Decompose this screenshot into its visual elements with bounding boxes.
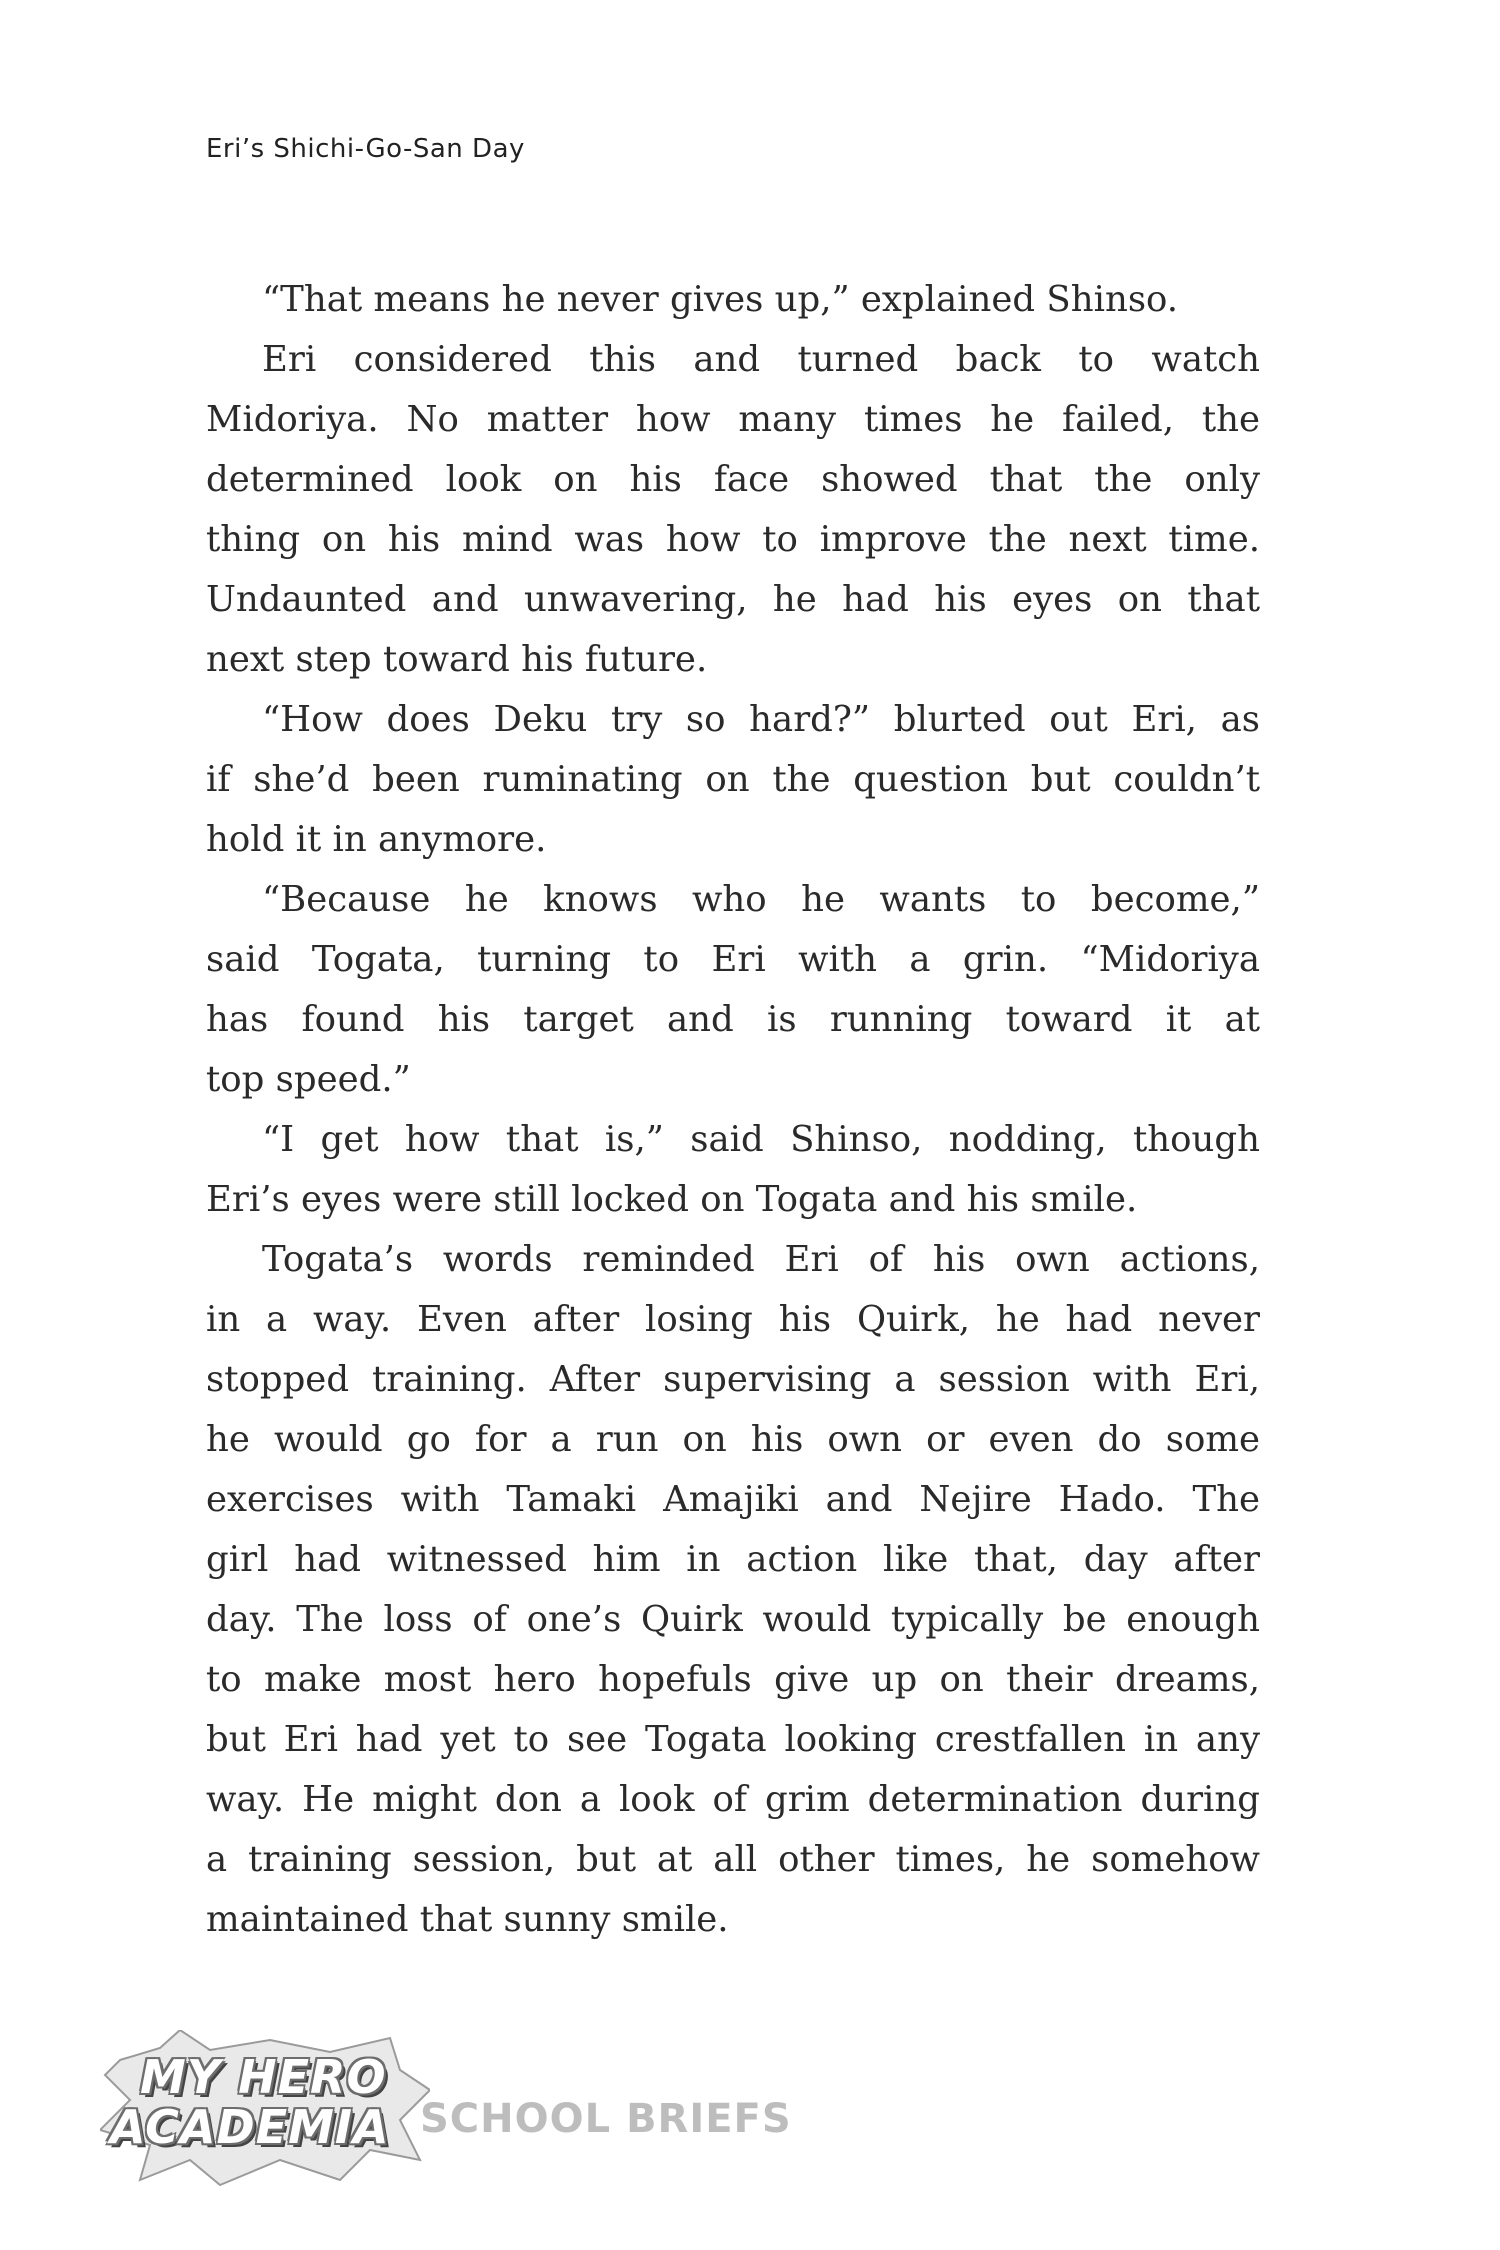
text-line: girl had witnessed him in action like that, day after: [206, 1539, 1260, 1580]
text-line: “How does Deku try so hard?” blurted out Eri, as: [262, 699, 1260, 740]
text-line: way. He might don a look of grim determination during: [206, 1779, 1260, 1820]
body-text: [206, 270, 1260, 1950]
text-line: Togata’s words reminded Eri of his own actions,: [262, 1239, 1260, 1280]
logo-line-1: MY HERO: [140, 2050, 387, 2104]
series-footer: [100, 2030, 800, 2190]
text-line: but Eri had yet to see Togata looking crestfallen in any: [206, 1719, 1260, 1760]
text-line: Eri’s eyes were still locked on Togata and his smile.: [206, 1179, 1138, 1220]
text-line: has found his target and is running toward it at: [206, 999, 1260, 1040]
text-line: in a way. Even after losing his Quirk, he had never: [206, 1299, 1260, 1340]
text-line: next step toward his future.: [206, 639, 708, 680]
text-line: he would go for a run on his own or even do some: [206, 1419, 1260, 1460]
text-line: if she’d been ruminating on the question but couldn’t: [206, 759, 1260, 800]
text-line: top speed.”: [206, 1059, 411, 1100]
text-line: hold it in anymore.: [206, 819, 547, 860]
text-line: Midoriya. No matter how many times he failed, the: [206, 399, 1260, 440]
text-line: “I get how that is,” said Shinso, nodding, though: [262, 1119, 1260, 1160]
text-line: thing on his mind was how to improve the next time.: [206, 519, 1260, 560]
text-line: determined look on his face showed that the only: [206, 459, 1260, 500]
text-line: exercises with Tamaki Amajiki and Nejire Hado. The: [206, 1479, 1260, 1520]
text-line: stopped training. After supervising a session with Eri,: [206, 1359, 1260, 1400]
text-line: Undaunted and unwavering, he had his eyes on that: [206, 579, 1260, 620]
text-line: a training session, but at all other times, he somehow: [206, 1839, 1260, 1880]
text-line: “That means he never gives up,” explained Shinso.: [262, 279, 1179, 320]
text-line: to make most hero hopefuls give up on their dreams,: [206, 1659, 1260, 1700]
running-head: Eri’s Shichi-Go-San Day: [206, 134, 525, 164]
series-subtitle: SCHOOL BRIEFS: [420, 2096, 792, 2142]
text-line: maintained that sunny smile.: [206, 1899, 729, 1940]
text-line: said Togata, turning to Eri with a grin. “Midoriya: [206, 939, 1260, 980]
text-line: “Because he knows who he wants to become,”: [262, 879, 1260, 920]
logo-line-2: ACADEMIA: [110, 2100, 390, 2154]
text-line: day. The loss of one’s Quirk would typically be enough: [206, 1599, 1260, 1640]
text-line: Eri considered this and turned back to watch: [262, 339, 1260, 380]
